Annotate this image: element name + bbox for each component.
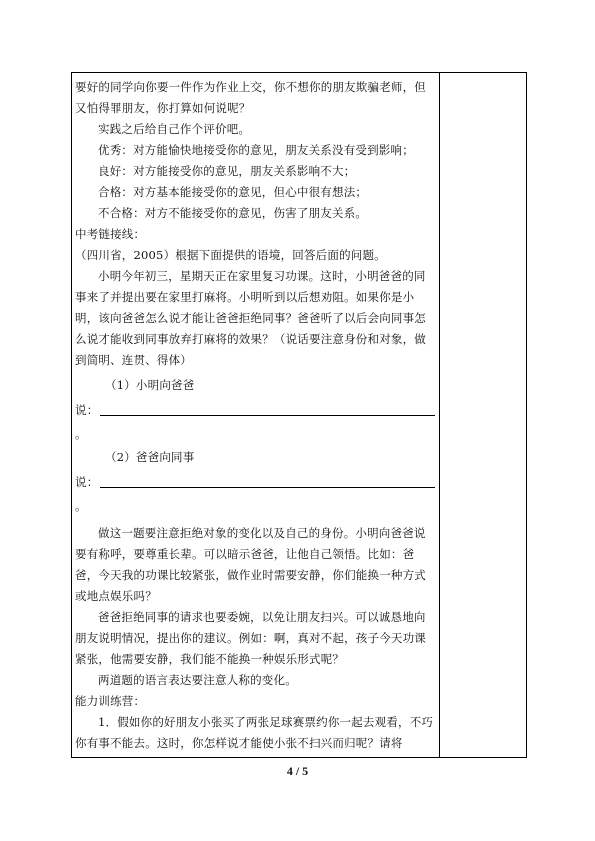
paragraph: 不合格：对方不能接受你的意见，伤害了朋友关系。 <box>98 206 368 220</box>
paragraph: 良好：对方能接受你的意见，朋友关系影响不大； <box>98 164 356 178</box>
section-heading: 中考链接线： <box>75 227 146 241</box>
paragraph: 两道题的语言表达要注意人称的变化。 <box>98 673 297 687</box>
paragraph: 要好的同学向你要一件作为作业上交，你不想你的朋友欺骗老师，但又怕得罪朋友，你打算如何说呢？ <box>75 80 426 115</box>
question-label: （2）爸爸向同事 <box>105 450 195 464</box>
paragraph: 实践之后给自己作个评价吧。 <box>98 122 251 136</box>
answer-prefix: 说： <box>75 475 99 489</box>
answer-line[interactable] <box>75 400 435 421</box>
answer-underline[interactable] <box>100 487 435 488</box>
page-number: 4 / 5 <box>286 764 309 778</box>
section-heading: 能力训练营： <box>75 694 146 708</box>
paragraph: 1．假如你的好朋友小张买了两张足球赛票约你一起去观看，不巧你有事不能去。这时，你怎样说才能使小张不扫兴而归呢？请将 <box>75 715 434 750</box>
answer-line[interactable] <box>75 472 435 493</box>
question-label: （1）小明向爸爸 <box>105 378 195 392</box>
answer-period: 。 <box>75 427 87 441</box>
lesson-table <box>71 72 527 758</box>
main-content-cell <box>75 77 435 754</box>
paragraph: 小明今年初三，星期天正在家里复习功课。这时，小明爸爸的同事来了并提出要在家里打麻将。小明听到以后想劝阻。如果你是小明，该向爸爸怎么说才能让爸爸拒绝同事？爸爸听了以后会向同事怎么说才能收到同事放弃打麻将的效果？（说话要注意身份和对象，做到简明、连贯、得体） <box>75 269 426 367</box>
answer-prefix: 说： <box>75 403 99 417</box>
paragraph: （四川省，2005）根据下面提供的语境，回答后面的问题。 <box>75 248 386 262</box>
paragraph: 优秀：对方能愉快地接受你的意见，朋友关系没有受到影响； <box>98 143 414 157</box>
paragraph: 做这一题要注意拒绝对象的变化以及自己的身份。小明向爸爸说要有称呼，要尊重长辈。可以暗示爸爸，让他自己领悟。比如：爸爸，今天我的功课比较紧张，做作业时需要安静，你们能换一种方式或地点娱乐吗？ <box>75 526 426 603</box>
paragraph: 爸爸拒绝同事的请求也要委婉，以免让朋友扫兴。可以诚恳地向朋友说明情况，提出你的建议。例如：啊，真对不起，孩子今天功课紧张，他需要安静，我们能不能换一种娱乐形式呢？ <box>75 610 426 666</box>
column-divider <box>439 73 440 757</box>
answer-underline[interactable] <box>100 415 435 416</box>
paragraph: 合格：对方基本能接受你的意见，但心中很有想法； <box>98 185 368 199</box>
answer-period: 。 <box>75 499 87 513</box>
